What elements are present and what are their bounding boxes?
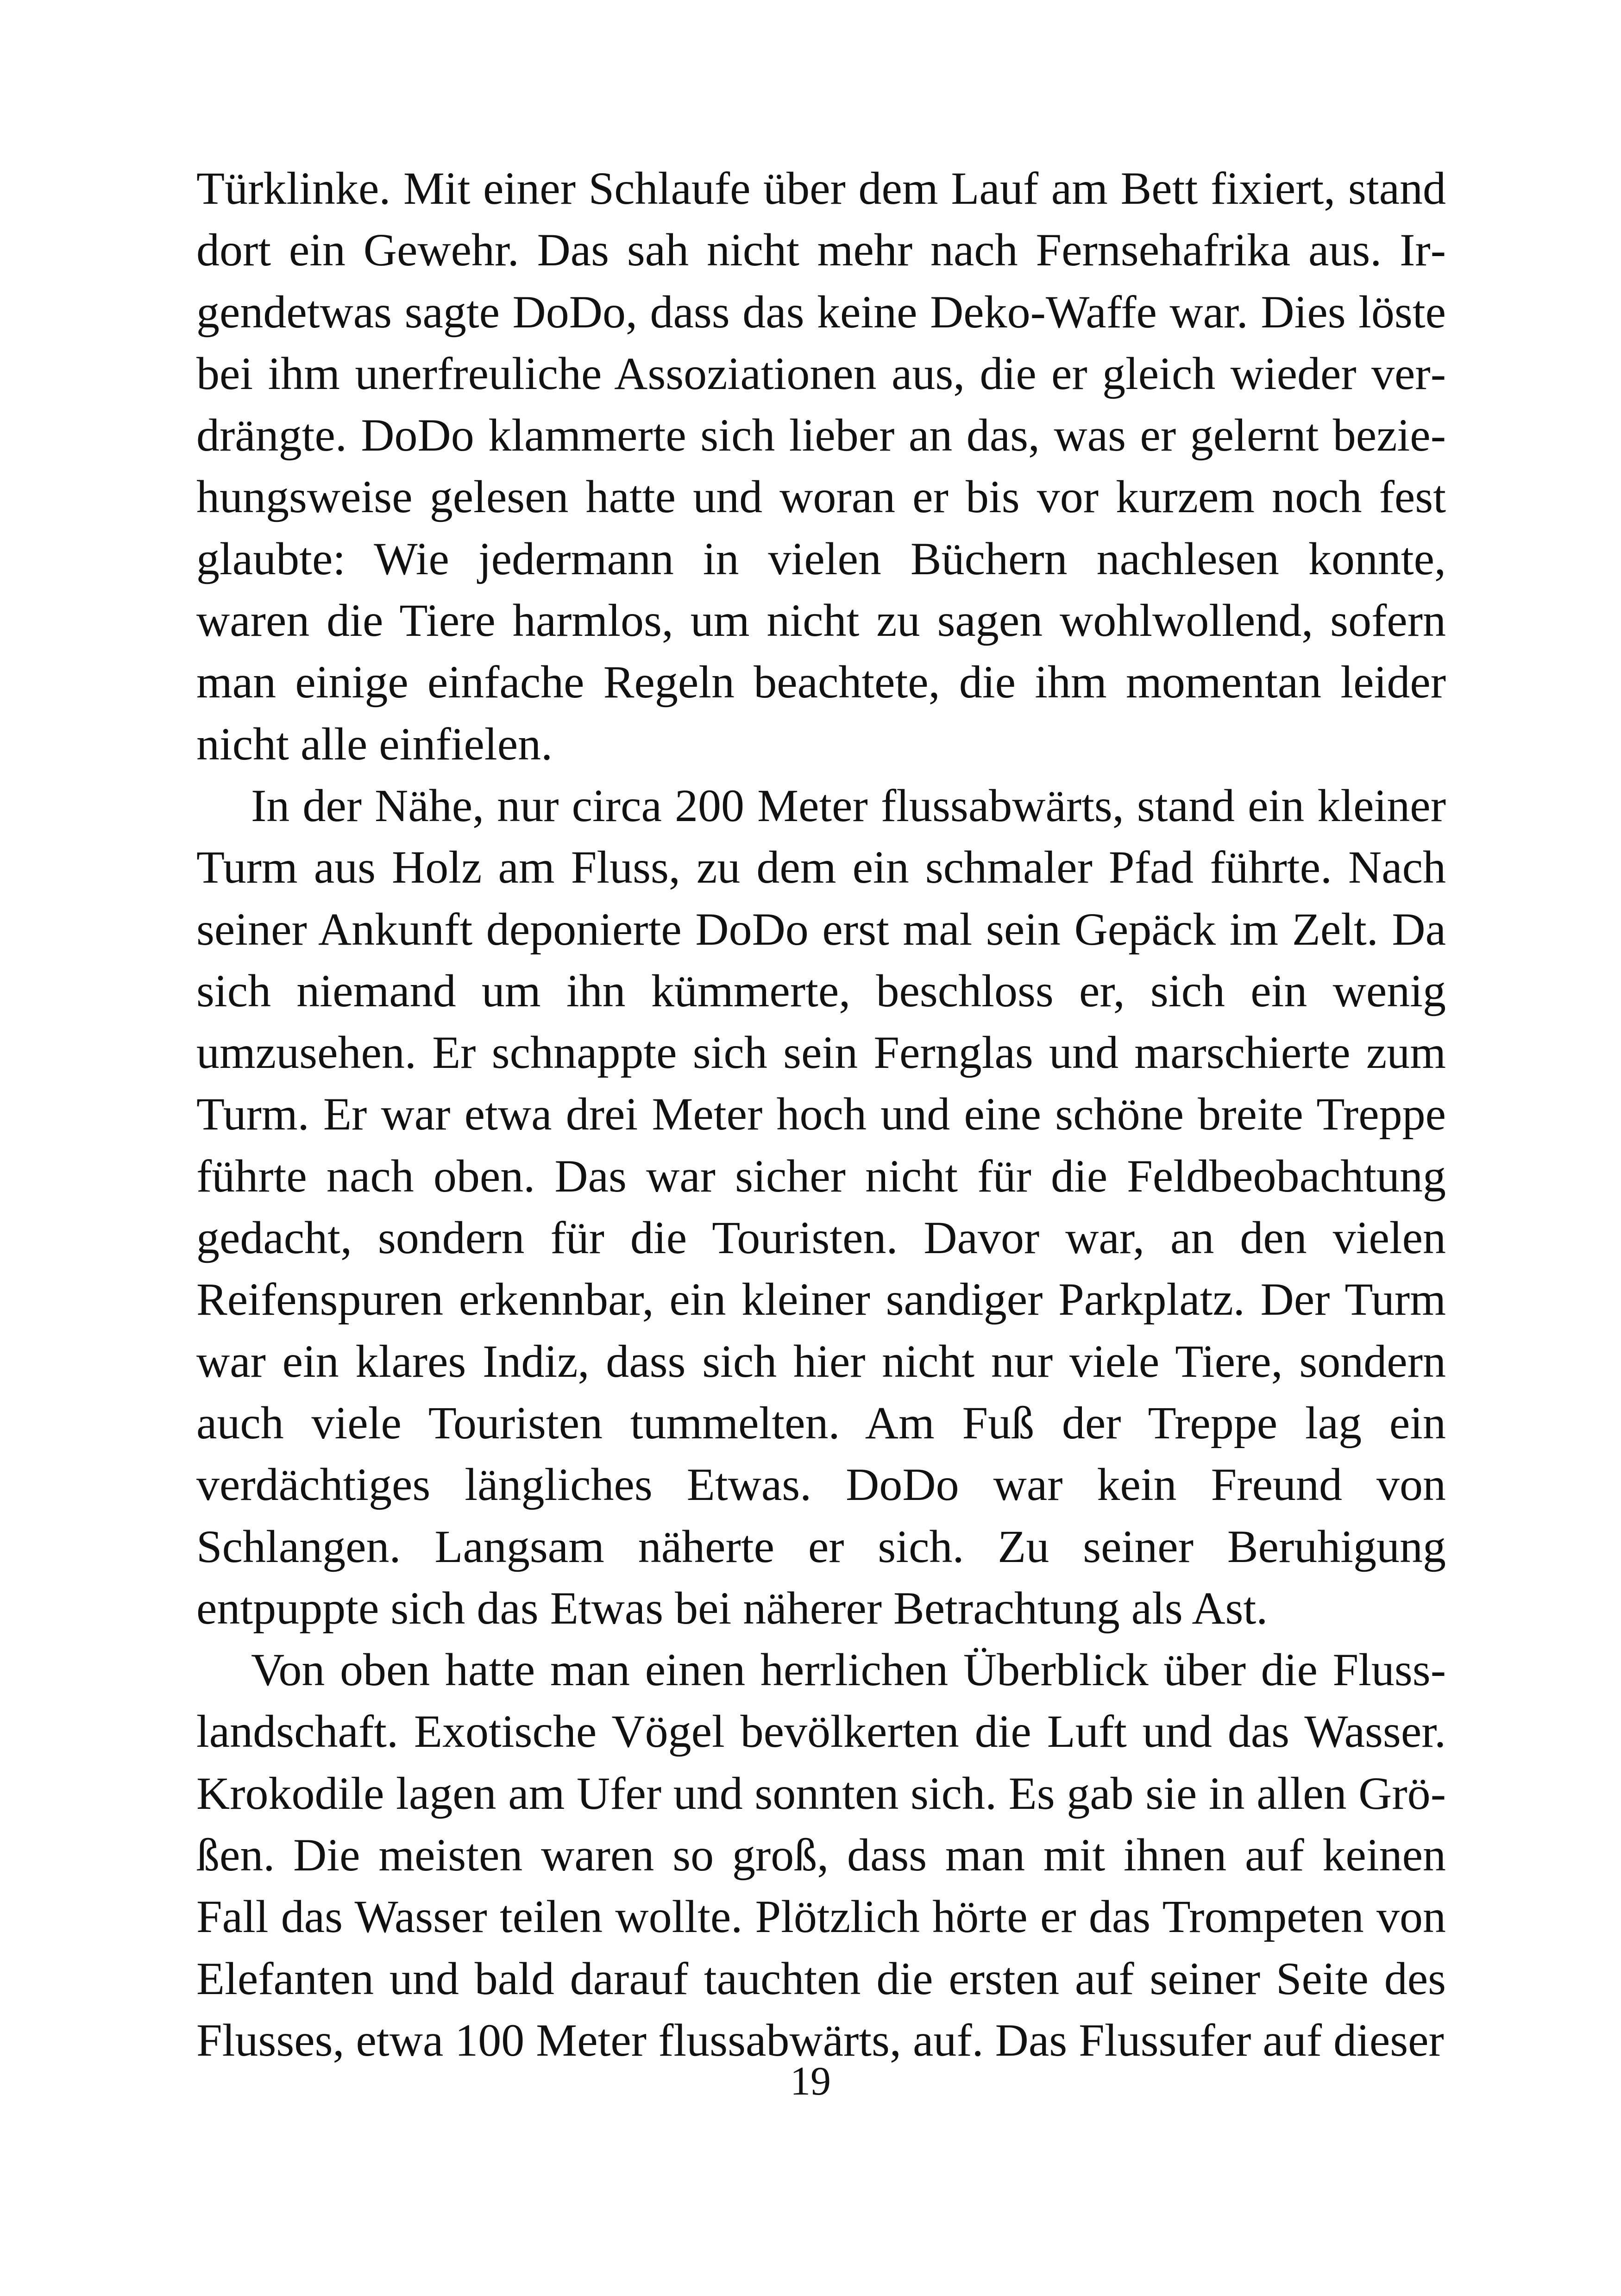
paragraph-2: In der Nähe, nur circa 200 Meter flussabwärts, stand ein kleiner Turm aus Holz am Fluss, zu dem ein schmaler Pfad führte. Nach seiner Ankunft deponierte DoDo erst mal sein Gepäck im Zelt. Da sich niemand um ihn kümmerte, beschloss er, sich ein wenig umzusehen. Er schnappte sich sein Fernglas und marschierte zum Turm. Er war etwa drei Meter hoch und eine schöne breite Treppe führte nach oben. Das war sicher nicht für die Feldbeobachtung gedacht, sondern für die Touristen. Davor war, an den vielen Reifenspuren erkennbar, ein kleiner sandiger Parkplatz. Der Turm war ein klares Indiz, dass sich hier nicht nur viele Tiere, sondern auch viele Touristen tummelten. Am Fuß der Treppe lag ein verdächtiges längliches Etwas. DoDo war kein Freund von Schlangen. Langsam näherte er sich. Zu seiner Beruhigung entpuppte sich das Etwas bei näherer Betrachtung als Ast.: [196, 779, 1446, 1634]
paragraph-3: Von oben hatte man einen herrlichen Überblick über die Flusslandschaft. Exotische Vögel bevölkerten die Luft und das Wasser. Krokodile lagen am Ufer und sonnten sich. Es gab sie in allen Größen. Die meisten waren so groß, dass man mit ihnen auf keinen Fall das Wasser teilen wollte. Plötzlich hörte er das Trompeten von Elefanten und bald darauf tauchten die ersten auf seiner Seite des Flusses, etwa 100 Meter flussabwärts, auf. Das Flussufer auf dieser: [196, 1644, 1446, 2066]
paragraph-1: Türklinke. Mit einer Schlaufe über dem Lauf am Bett fixiert, stand dort ein Gewehr. Das sah nicht mehr nach Fernsehafrika aus. Irgendetwas sagte DoDo, dass das keine Deko-Waffe war. Dies löste bei ihm unerfreuliche Assoziationen aus, die er gleich wieder verdrängte. DoDo klammerte sich lieber an das, was er gelernt beziehungsweise gelesen hatte und woran er bis vor kurzem noch fest glaubte: Wie jedermann in vielen Büchern nachlesen konnte, waren die Tiere harmlos, um nicht zu sagen wohlwollend, sofern man einige einfache Regeln beachtete, die ihm momentan leider nicht alle einfielen.: [196, 163, 1446, 770]
body-text: [196, 157, 1446, 2071]
page-number: 19: [790, 2059, 831, 2104]
